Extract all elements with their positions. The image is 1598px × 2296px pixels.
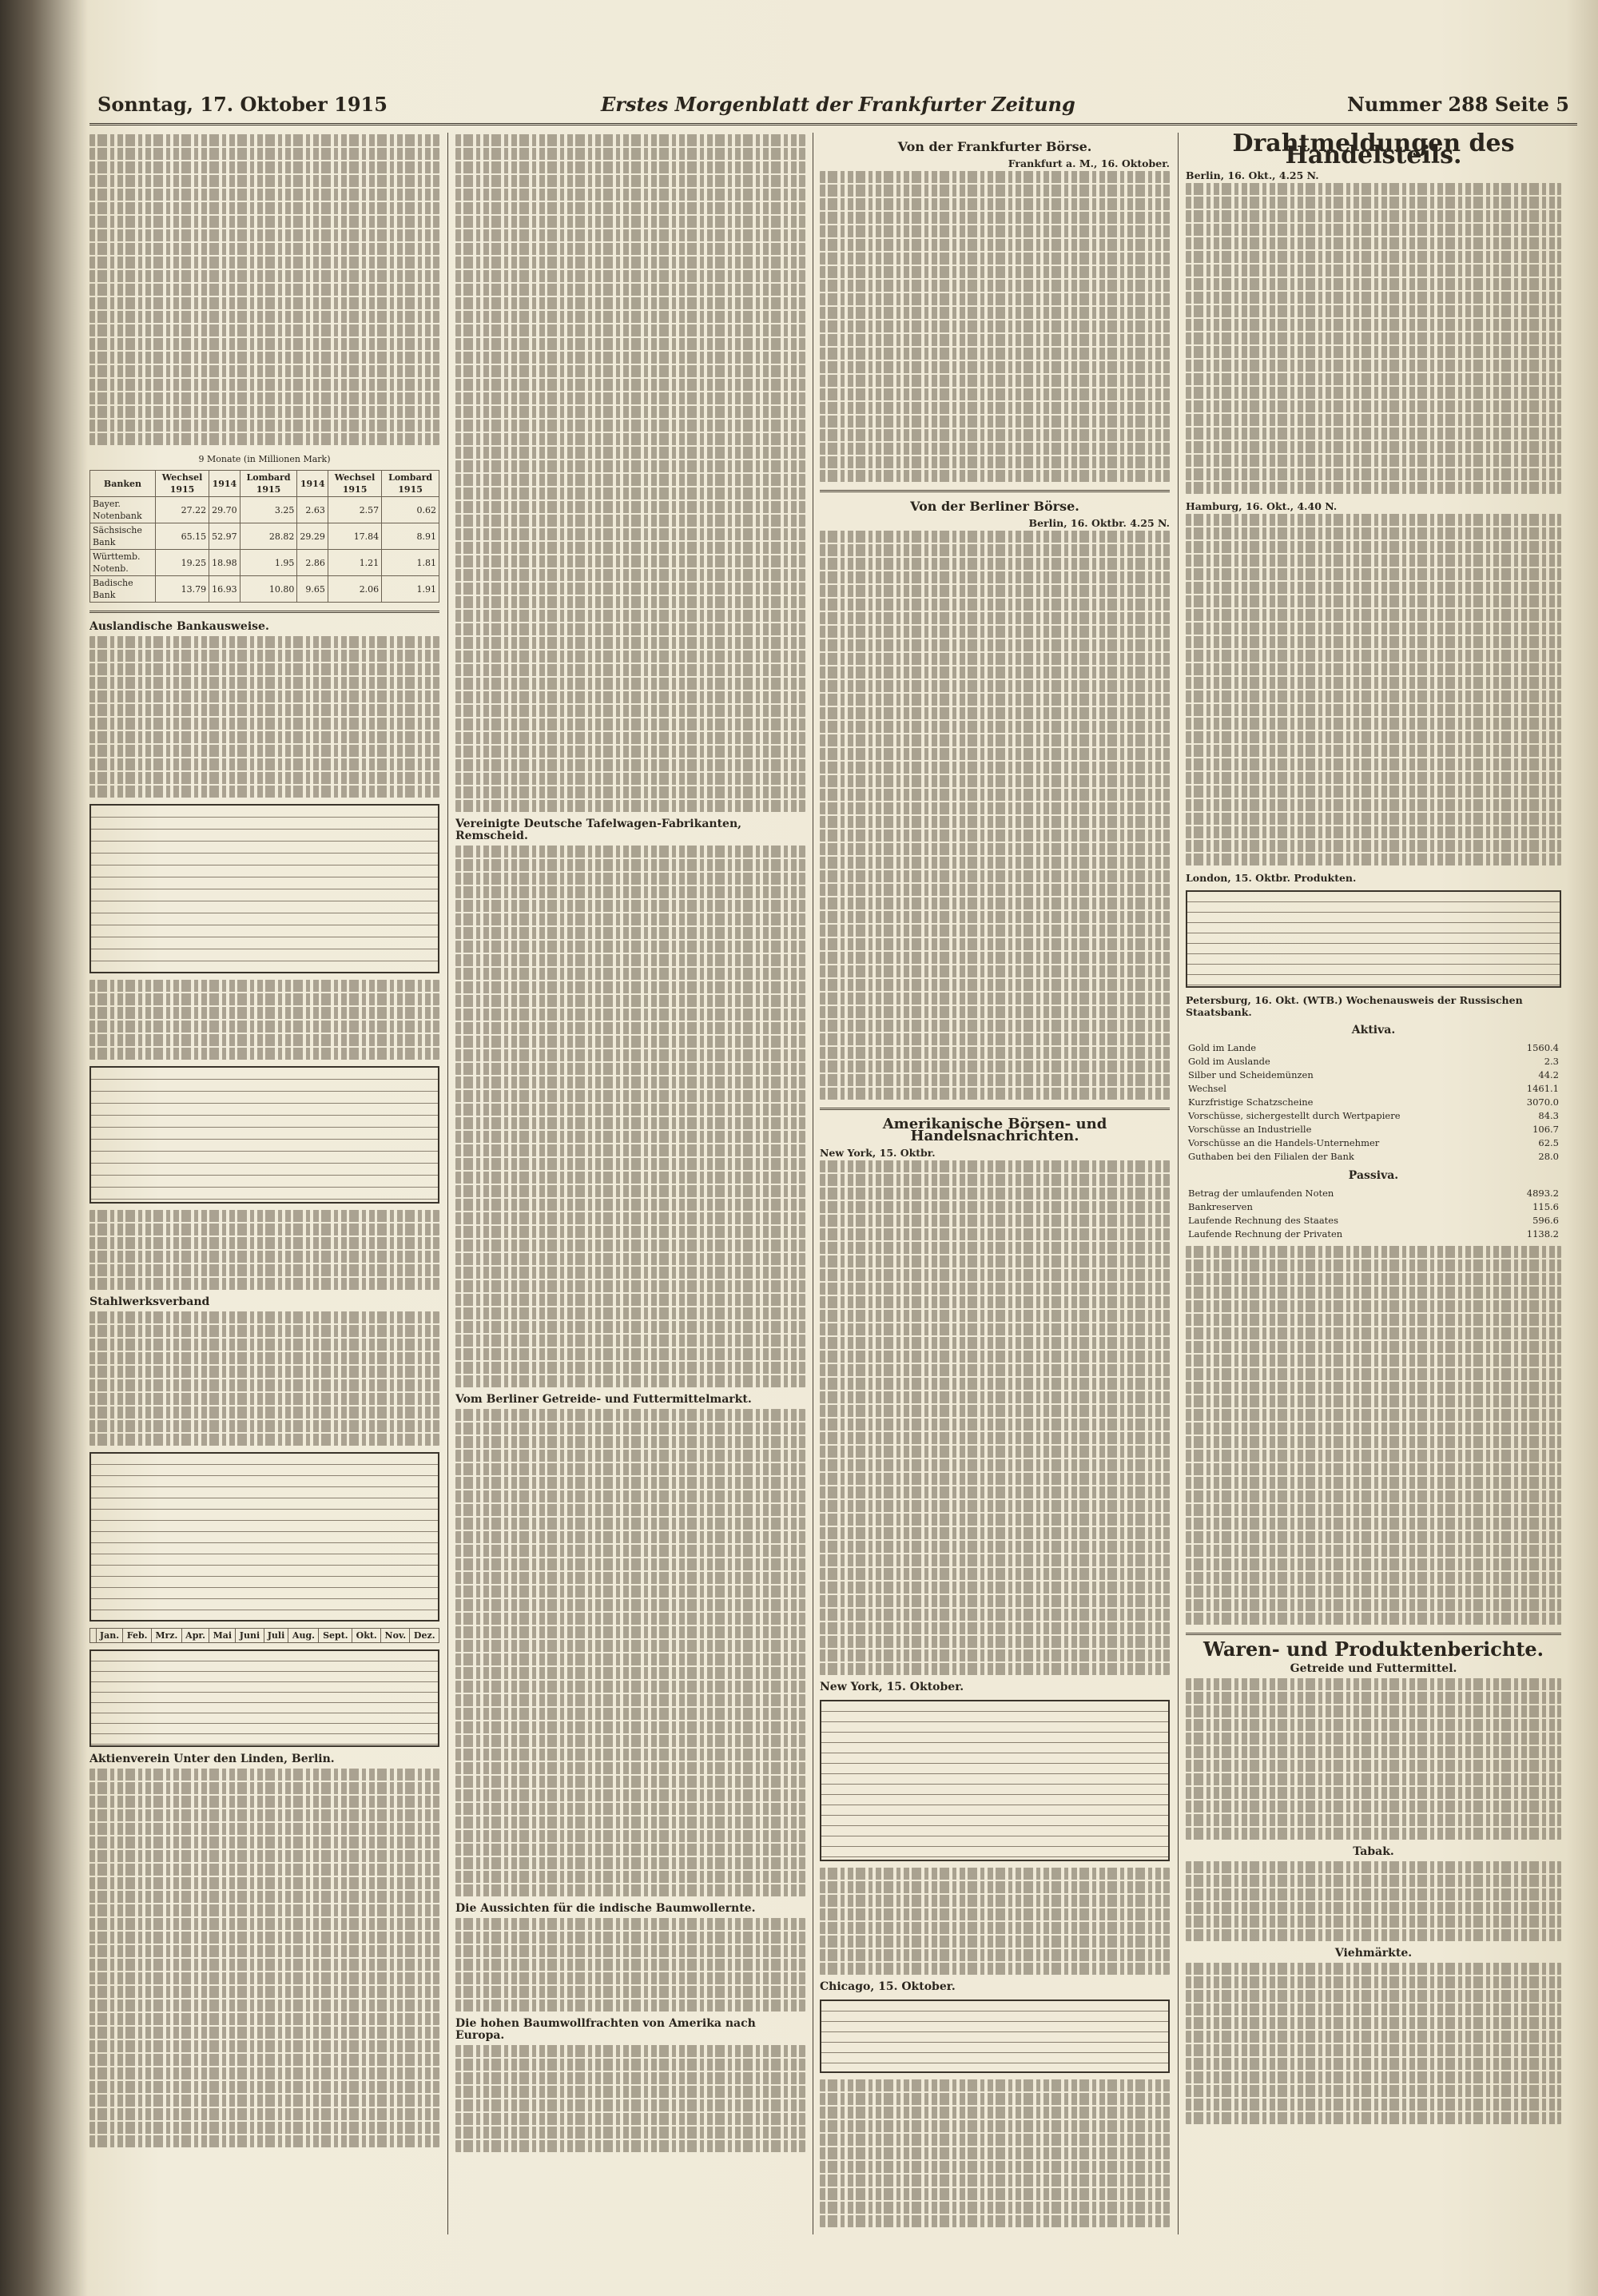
table-cell: 84.3 <box>1538 1110 1559 1121</box>
table-row <box>90 550 439 576</box>
table-cell: 1.95 <box>240 550 297 576</box>
table-cell: 1.81 <box>382 550 439 576</box>
table-cell: 18.98 <box>209 550 240 576</box>
section-heading: Vom Berliner Getreide- und Futtermittelmarkt. <box>455 1393 752 1406</box>
subheading: Getreide und Futtermittel. <box>1290 1662 1457 1675</box>
table-row <box>1186 1123 1561 1136</box>
table-row <box>1186 1055 1561 1068</box>
table-row <box>1186 1150 1561 1164</box>
text-block <box>89 1210 439 1290</box>
section-heading: Petersburg, 16. Okt. (WTB.) Wochenausweis der Russischen Staatsbank. <box>1186 994 1523 1018</box>
table-header-cell: Apr. <box>181 1629 209 1643</box>
table-cell: 44.2 <box>1538 1069 1559 1080</box>
table-cell: 17.84 <box>328 523 381 550</box>
table-cell: Vorschüsse an die Handels-Unternehmer <box>1188 1137 1380 1148</box>
table-cell: 1461.1 <box>1526 1083 1559 1094</box>
table-row <box>1186 1214 1561 1228</box>
table-header-cell: Wechsel 1915 <box>155 471 209 497</box>
text-block <box>455 1918 805 2011</box>
section-heading: Die Aussichten für die indische Baumwollernte. <box>455 1902 756 1915</box>
london-produce-table <box>1186 890 1561 988</box>
subheading: Aktiva. <box>1351 1024 1396 1037</box>
column-rule <box>447 133 448 2234</box>
table-cell: Silber und Scheidemünzen <box>1188 1069 1314 1080</box>
table-header-cell: Aug. <box>288 1629 319 1643</box>
table-cell: 10.80 <box>240 576 297 603</box>
table-header-cell: Juli <box>264 1629 288 1643</box>
text-block <box>455 134 805 812</box>
text-block <box>89 1311 439 1446</box>
text-block <box>1186 1861 1561 1941</box>
column-1 <box>89 133 439 2234</box>
table-row <box>1186 1136 1561 1150</box>
table-cell: Kurzfristige Schatzscheine <box>1188 1096 1314 1108</box>
table-cell: Bankreserven <box>1188 1201 1253 1212</box>
table-cell: Vorschüsse, sichergestellt durch Wertpapiere <box>1188 1110 1401 1121</box>
table-cell: Laufende Rechnung der Privaten <box>1188 1228 1343 1240</box>
section-heading: Aktienverein Unter den Linden, Berlin. <box>89 1753 335 1765</box>
table-row <box>1186 1082 1561 1096</box>
table-cell: 1.91 <box>382 576 439 603</box>
table-row <box>1186 1068 1561 1082</box>
table-header-cell: Mrz. <box>151 1629 181 1643</box>
table-header-cell: Wechsel 1915 <box>328 471 381 497</box>
text-block <box>1186 1246 1561 1625</box>
table-header-cell: Mai <box>209 1629 236 1643</box>
table-header-cell: Sept. <box>319 1629 352 1643</box>
table-cell: 2.86 <box>297 550 328 576</box>
table-cell: 2.06 <box>328 576 381 603</box>
header-date: Sonntag, 17. Oktober 1915 <box>97 93 388 116</box>
table-cell: 65.15 <box>155 523 209 550</box>
table-title: Chicago, 15. Oktober. <box>820 1980 956 1993</box>
table-header-cell: 1914 <box>209 471 240 497</box>
dateline: New York, 15. Oktbr. <box>820 1147 936 1159</box>
text-block <box>89 134 439 445</box>
table-row <box>1186 1041 1561 1055</box>
table-cell: 2.57 <box>328 497 381 523</box>
table-cell: 1.21 <box>328 550 381 576</box>
section-heading: Stahlwerksverband <box>89 1295 210 1308</box>
table-cell: 3070.0 <box>1526 1096 1559 1108</box>
column-4 <box>1186 133 1561 2234</box>
header-page-number: Nummer 288 Seite 5 <box>1346 93 1569 116</box>
dateline: Berlin, 16. Okt., 4.25 N. <box>1186 169 1319 181</box>
table-header-row <box>90 1629 439 1643</box>
section-heading: Von der Frankfurter Börse. <box>897 139 1092 154</box>
text-block <box>820 531 1170 1100</box>
table-cell: Gold im Lande <box>1188 1042 1257 1053</box>
monthly-table <box>89 1628 439 1643</box>
section-heading: Vereinigte Deutsche Tafelwagen-Fabrikanten, Remscheid. <box>455 818 741 842</box>
subheading: Passiva. <box>1348 1169 1399 1182</box>
table-cell: 52.97 <box>209 523 240 550</box>
table-cell: 62.5 <box>1538 1137 1559 1148</box>
table-cell: 596.6 <box>1532 1215 1559 1226</box>
petersburg-passiva-table <box>1186 1187 1561 1241</box>
steel-table <box>89 1452 439 1622</box>
table-header-cell <box>90 1629 97 1643</box>
table-cell: 8.91 <box>382 523 439 550</box>
column-3 <box>820 133 1170 2234</box>
table-cell: Guthaben bei den Filialen der Bank <box>1188 1151 1354 1162</box>
dateline: London, 15. Oktbr. Produkten. <box>1186 872 1357 884</box>
subheading: Tabak. <box>1353 1845 1394 1858</box>
table-cell: Gold im Auslande <box>1188 1056 1270 1067</box>
monthly-table-body <box>89 1649 439 1747</box>
text-block <box>820 1160 1170 1675</box>
clearing-box <box>89 1066 439 1204</box>
table-row <box>90 576 439 603</box>
table-cell: 3.25 <box>240 497 297 523</box>
table-cell: 0.62 <box>382 497 439 523</box>
section-heading: Drahtmeldungen des Handelsteils. <box>1232 133 1515 169</box>
table-cell: 106.7 <box>1532 1124 1559 1135</box>
text-block <box>820 171 1170 482</box>
table-cell: 1138.2 <box>1526 1228 1559 1240</box>
text-block <box>820 1868 1170 1975</box>
table-cell: 13.79 <box>155 576 209 603</box>
section-heading: Amerikanische Börsen- und Handelsnachrichten. <box>882 1116 1107 1144</box>
text-block <box>455 2045 805 2152</box>
dateline: Berlin, 16. Oktbr. 4.25 N. <box>1028 517 1170 529</box>
table-cell: Betrag der umlaufenden Noten <box>1188 1188 1334 1199</box>
table-cell: Wechsel <box>1188 1083 1226 1094</box>
table-header-cell: Juni <box>236 1629 264 1643</box>
text-block <box>1186 183 1561 494</box>
section-heading: Waren- und Produktenberichte. <box>1202 1637 1544 1661</box>
table-cell: Sächsische Bank <box>90 523 156 550</box>
table-header-cell: Lombard 1915 <box>382 471 439 497</box>
divider <box>820 490 1170 492</box>
table-row <box>90 497 439 523</box>
dateline: Hamburg, 16. Okt., 4.40 N. <box>1186 500 1338 512</box>
table-cell: 1560.4 <box>1526 1042 1559 1053</box>
text-block <box>89 1769 439 2147</box>
table-cell: 29.70 <box>209 497 240 523</box>
table-row <box>1186 1200 1561 1214</box>
table-cell: 9.65 <box>297 576 328 603</box>
table-header-cell: Nov. <box>381 1629 410 1643</box>
text-block <box>820 2079 1170 2227</box>
dateline: Frankfurt a. M., 16. Oktober. <box>1008 157 1170 169</box>
table-row <box>1186 1228 1561 1241</box>
table-cell: 2.63 <box>297 497 328 523</box>
section-heading: Die hohen Baumwollfrachten von Amerika nach Europa. <box>455 2017 756 2042</box>
table-header-cell: Okt. <box>352 1629 381 1643</box>
table-cell: 27.22 <box>155 497 209 523</box>
table-row <box>1186 1187 1561 1200</box>
table-cell: 29.29 <box>297 523 328 550</box>
table-cell: 16.93 <box>209 576 240 603</box>
text-block <box>1186 514 1561 865</box>
table-header-cell: Dez. <box>410 1629 439 1643</box>
petersburg-table <box>1186 1041 1561 1164</box>
newyork-quotes-table <box>820 1700 1170 1861</box>
divider <box>820 1108 1170 1110</box>
table-title: New York, 15. Oktober. <box>820 1681 964 1693</box>
page-header <box>89 86 1577 125</box>
table-cell: Laufende Rechnung des Staates <box>1188 1215 1339 1226</box>
table-cell: Badische Bank <box>90 576 156 603</box>
table-header-cell: Lombard 1915 <box>240 471 297 497</box>
newspaper-page <box>89 86 1577 2260</box>
chicago-quotes-table <box>820 2000 1170 2073</box>
table-header-cell: 1914 <box>297 471 328 497</box>
table-header-cell: Banken <box>90 471 156 497</box>
table-cell: 28.82 <box>240 523 297 550</box>
header-title: Erstes Morgenblatt der Frankfurter Zeitung <box>601 93 1075 116</box>
table-row <box>1186 1109 1561 1123</box>
table-row <box>1186 1096 1561 1109</box>
subheading: Viehmärkte. <box>1334 1947 1413 1960</box>
table-header-row <box>90 471 439 497</box>
table-cell: 115.6 <box>1532 1201 1559 1212</box>
table-cell: Württemb. Notenb. <box>90 550 156 576</box>
table-caption: 9 Monate (in Millionen Mark) <box>198 454 331 464</box>
text-block <box>89 980 439 1060</box>
section-heading: Auslandische Bankausweise. <box>89 620 269 633</box>
statistics-box <box>89 804 439 973</box>
text-block <box>89 636 439 798</box>
banks-table <box>89 470 439 603</box>
text-block <box>455 1409 805 1896</box>
column-rule <box>1178 133 1179 2234</box>
table-cell: 2.3 <box>1544 1056 1559 1067</box>
table-cell: 4893.2 <box>1526 1188 1559 1199</box>
text-block <box>1186 1678 1561 1840</box>
table-cell: Vorschüsse an Industrielle <box>1188 1124 1312 1135</box>
text-block <box>455 846 805 1387</box>
divider <box>89 611 439 613</box>
text-block <box>1186 1963 1561 2124</box>
table-header-cell: Feb. <box>123 1629 151 1643</box>
table-cell: 19.25 <box>155 550 209 576</box>
table-row <box>90 523 439 550</box>
divider <box>1186 1633 1561 1635</box>
column-2 <box>455 133 805 2234</box>
table-cell: Bayer. Notenbank <box>90 497 156 523</box>
table-cell: 28.0 <box>1538 1151 1559 1162</box>
table-header-cell: Jan. <box>96 1629 123 1643</box>
section-heading: Von der Berliner Börse. <box>910 499 1079 514</box>
